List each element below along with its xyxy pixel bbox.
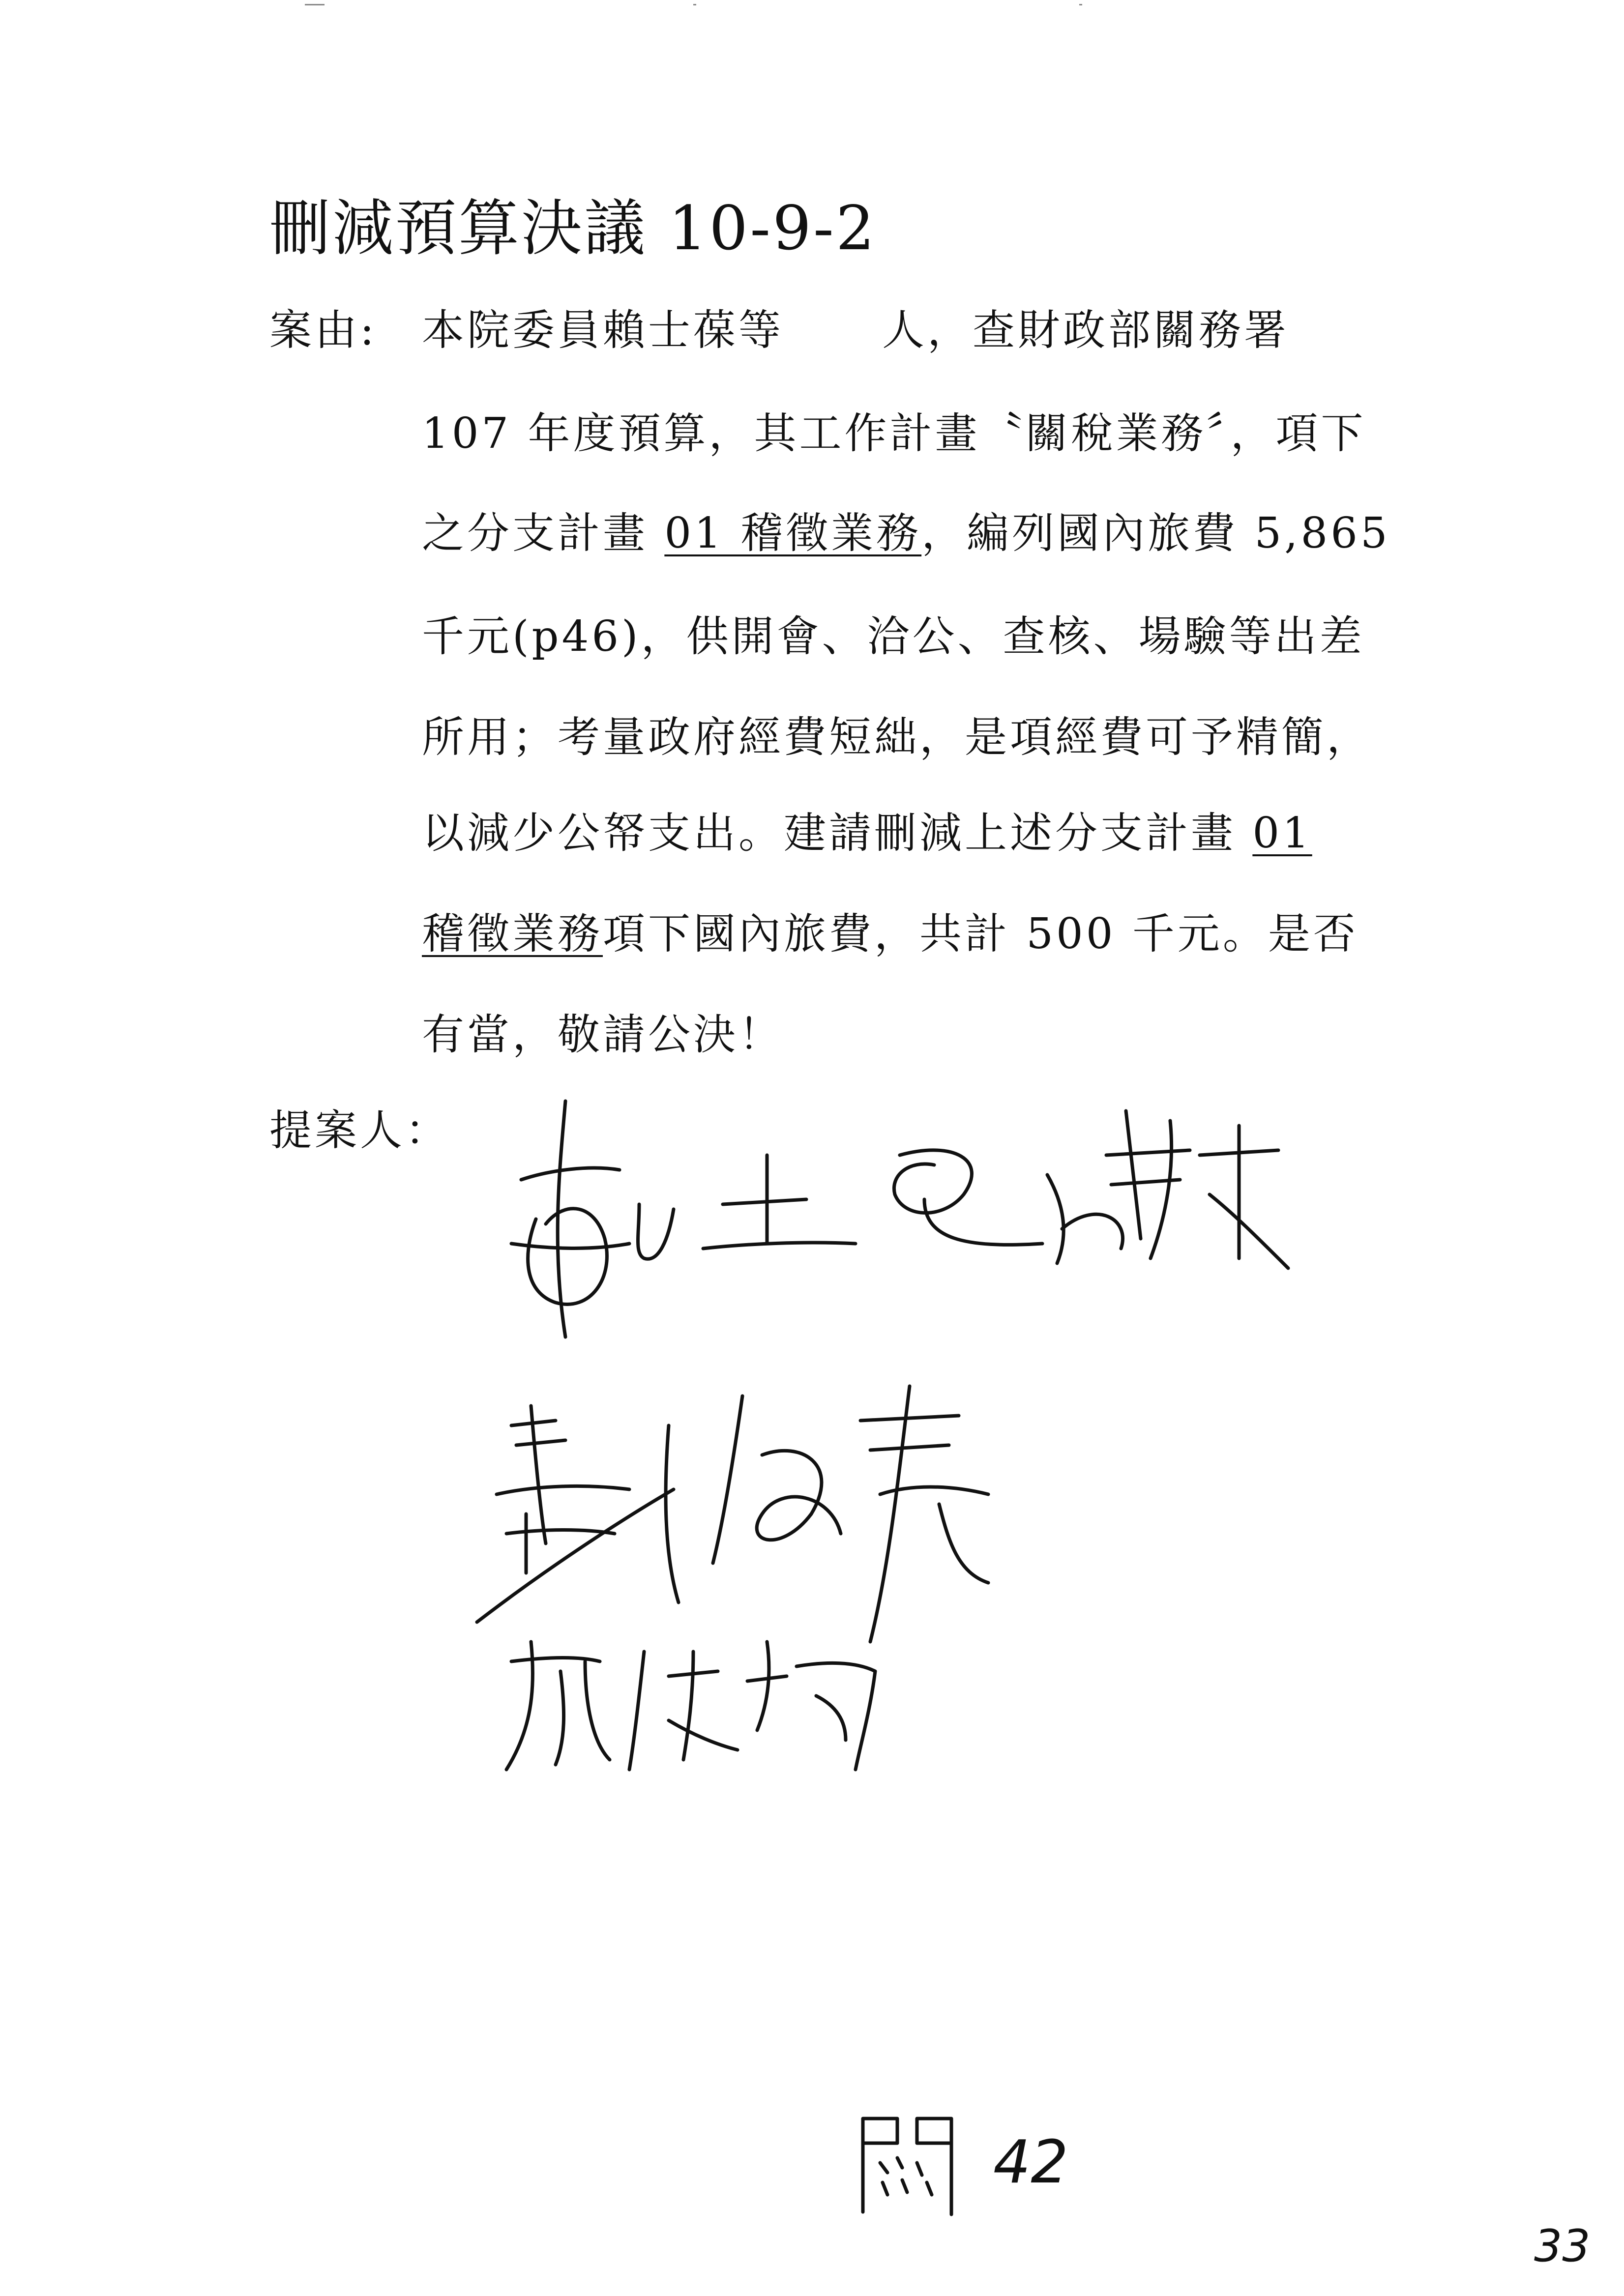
stamp-guan-glyph (853, 2109, 966, 2222)
reason-line-3-after: ，編列國內旅費 5,865 (921, 509, 1390, 558)
scan-edge-mark-mid (693, 4, 696, 5)
reason-line-2-text: 107 年度預算，其工作計畫〝關稅業務〞，項下 (422, 409, 1366, 458)
scan-edge-mark-right (1079, 4, 1082, 5)
document-title: 刪減預算決議 10-9-2 (269, 193, 877, 264)
reason-line-3-before: 之分支計畫 (422, 509, 648, 558)
signature-2 (467, 1366, 1033, 1642)
reason-line-1-after: 人，查財政部關務署 (882, 306, 1289, 355)
reason-line-3 (422, 504, 1390, 563)
reason-line-5 (422, 708, 1372, 767)
underlined-program-title: 稽徵業務 (422, 909, 603, 959)
underlined-program-code: 01 (1252, 809, 1312, 858)
reason-label: 案由: (269, 306, 377, 355)
reason-line-8 (422, 1005, 784, 1064)
stamp-number: 42 (993, 2128, 1068, 2197)
reason-line-1 (422, 301, 1289, 360)
signature-1 (492, 1081, 1328, 1357)
reason-line-5-text: 所用；考量政府經費短絀，是項經費可予精簡， (422, 713, 1372, 762)
scan-edge-mark-left (305, 4, 325, 5)
reason-line-7-after: 項下國內旅費，共計 500 千元。是否 (603, 909, 1358, 959)
underlined-program-name: 01 稽徵業務 (664, 509, 922, 558)
reason-line-6-before: 以減少公帑支出。建請刪減上述分支計畫 (422, 809, 1236, 858)
reason-line-4 (422, 607, 1365, 666)
proposer-label: 提案人： (269, 1106, 450, 1155)
signature-3 (482, 1622, 924, 1779)
page-number: 33 (1534, 2220, 1591, 2272)
reason-line-7 (422, 904, 1358, 963)
reason-line-4-text: 千元(p46)，供開會、洽公、查核、場驗等出差 (422, 612, 1365, 661)
reason-line-1-before: 本院委員賴士葆等 (422, 306, 784, 355)
reason-line-2 (422, 404, 1366, 463)
reason-line-6 (422, 804, 1312, 863)
reason-line-8-text: 有當，敬請公決！ (422, 1010, 784, 1059)
